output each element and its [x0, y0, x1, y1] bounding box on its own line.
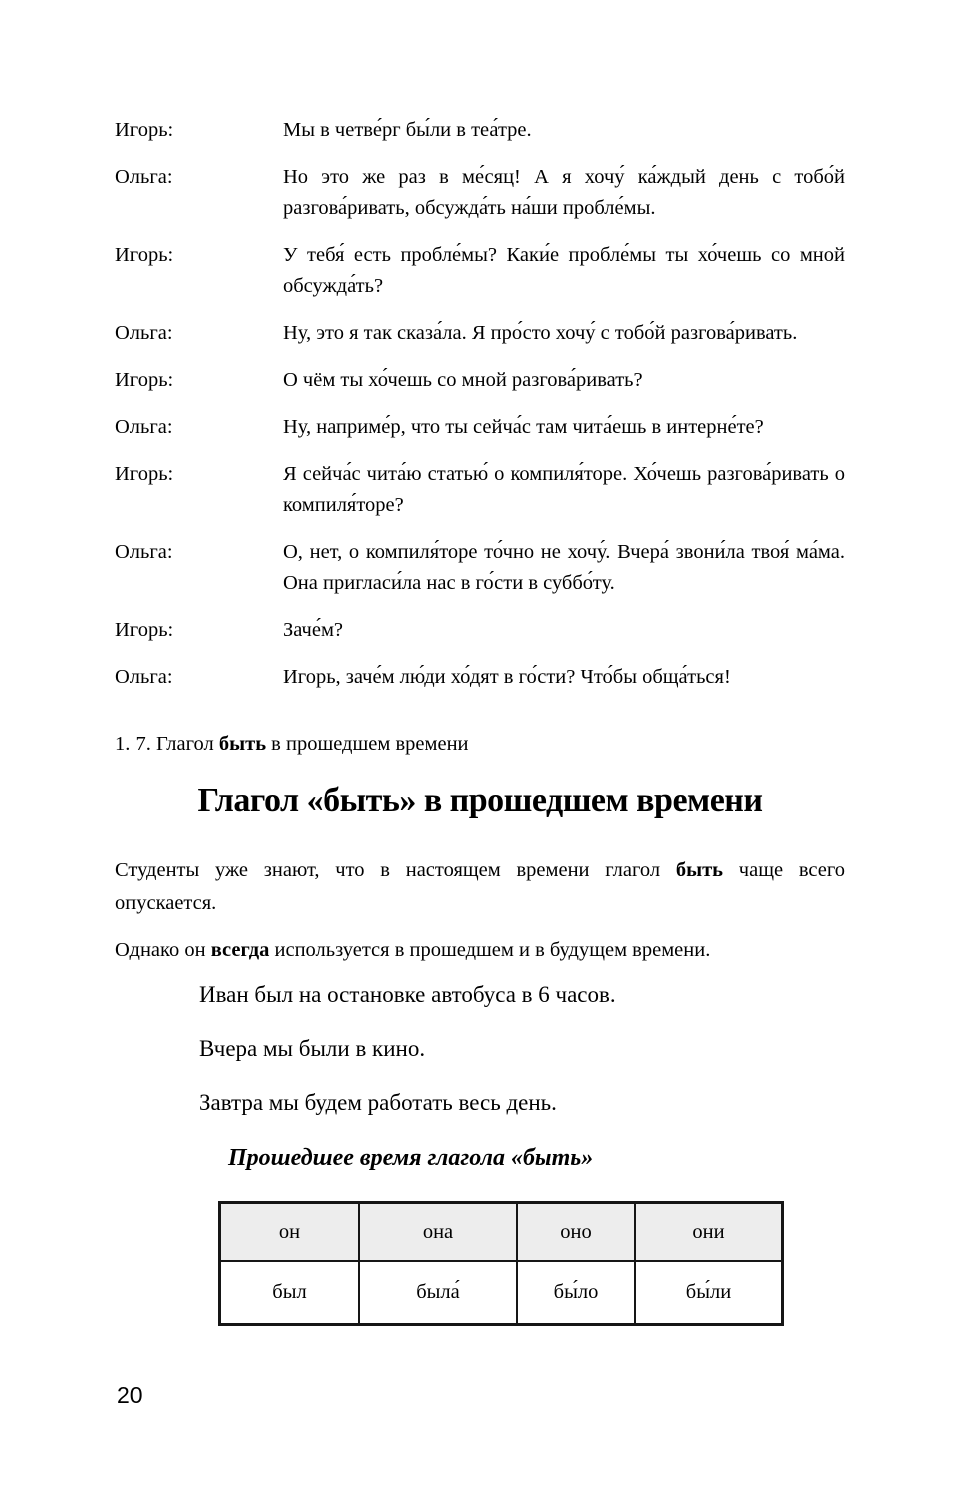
table-data-cell: бы́ло [517, 1261, 635, 1325]
utterance-text: У тебя́ есть пробле́мы? Каки́е пробле́мы ты хо́чешь со мной обсужда́ть? [283, 244, 845, 297]
speaker-label: Игорь: [115, 619, 174, 641]
dialogue-row [115, 318, 845, 349]
table-header-row [220, 1203, 783, 1262]
table-header-cell: оно [517, 1203, 635, 1262]
example-sentence: Вчера мы были в кино. [199, 1036, 426, 1061]
rule-paragraph [115, 934, 845, 967]
table-header-cell: она [359, 1203, 517, 1262]
example-sentence: Иван был на остановке автобуса в 6 часов. [199, 982, 616, 1007]
example-sentence: Завтра мы будем работать весь день. [199, 1090, 557, 1115]
speaker-label: Игорь: [115, 119, 174, 141]
utterance-text: Я сейча́с чита́ю статью́ о компиля́торе. Хо́чешь разгова́ривать о компиля́торе? [283, 463, 845, 516]
dialogue-row [115, 412, 845, 443]
speaker-label: Ольга: [115, 666, 173, 688]
section-caption-term: быть [218, 733, 267, 755]
speaker-label: Ольга: [115, 541, 173, 563]
speaker-label: Игорь: [115, 244, 174, 266]
table-data-row [220, 1261, 783, 1325]
utterance-text: Ну, наприме́р, что ты сейча́с там чита́ешь в интерне́те? [283, 416, 764, 438]
section-caption [115, 729, 845, 760]
dialogue-row [115, 365, 845, 396]
utterance-text: Мы в четве́рг бы́ли в теа́тре. [283, 119, 532, 141]
speaker-label: Ольга: [115, 416, 173, 438]
emphasized-term: быть [675, 859, 724, 881]
page-title: Глагол «быть» в прошедшем времени [197, 782, 763, 819]
intro-paragraph [115, 854, 845, 920]
conjugation-table [218, 1201, 784, 1326]
utterance-text: Игорь, заче́м лю́ди хо́дят в го́сти? Что́бы обща́ться! [283, 666, 731, 688]
example-sentences [115, 979, 845, 1119]
utterance-text: О чём ты хо́чешь со мной разгова́ривать? [283, 369, 643, 391]
table-data-cell: был [220, 1261, 360, 1325]
table-header-cell: они [635, 1203, 783, 1262]
dialogue-row [115, 662, 845, 693]
table-data-cell: бы́ли [635, 1261, 783, 1325]
speaker-label: Игорь: [115, 463, 174, 485]
emphasized-term: всегда [210, 939, 270, 961]
table-title: Прошедшее время глагола «быть» [228, 1145, 594, 1171]
utterance-text: Ну, это я так сказа́ла. Я про́сто хочу́ с тобо́й разгова́ривать. [283, 322, 798, 344]
table-header-cell: он [220, 1203, 360, 1262]
dialogue-row [115, 162, 845, 224]
page-number: 20 [117, 1382, 143, 1408]
section-caption-post: в прошедшем времени [266, 733, 469, 755]
paragraph-text: используется в прошедшем и в будущем времени. [269, 939, 711, 961]
dialogue-row [115, 115, 845, 146]
paragraph-text: Однако он [115, 939, 211, 961]
speaker-label: Ольга: [115, 166, 173, 188]
utterance-text: Но это же раз в ме́сяц! А я хочу́ ка́ждый день с тобо́й разгова́ривать, обсужда́ть на́ши пробле́мы. [283, 166, 845, 219]
paragraph-text: Студенты уже знают, что в настоящем времени глагол [115, 859, 676, 881]
speaker-label: Ольга: [115, 322, 173, 344]
section-caption-pre: 1. 7. Глагол [115, 733, 219, 755]
utterance-text: О, нет, о компиля́торе то́чно не хочу́. Вчера́ звони́ла твоя́ ма́ма. Она пригласи́ла нас в го́сти в суббо́ту. [283, 541, 845, 594]
table-data-cell: была́ [359, 1261, 517, 1325]
dialogue-row [115, 240, 845, 302]
dialogue-row [115, 615, 845, 646]
speaker-label: Игорь: [115, 369, 174, 391]
dialogue-row [115, 537, 845, 599]
dialogue-row [115, 459, 845, 521]
utterance-text: Заче́м? [283, 619, 344, 641]
paragraph-text: чаще всего опускается. [115, 859, 845, 914]
